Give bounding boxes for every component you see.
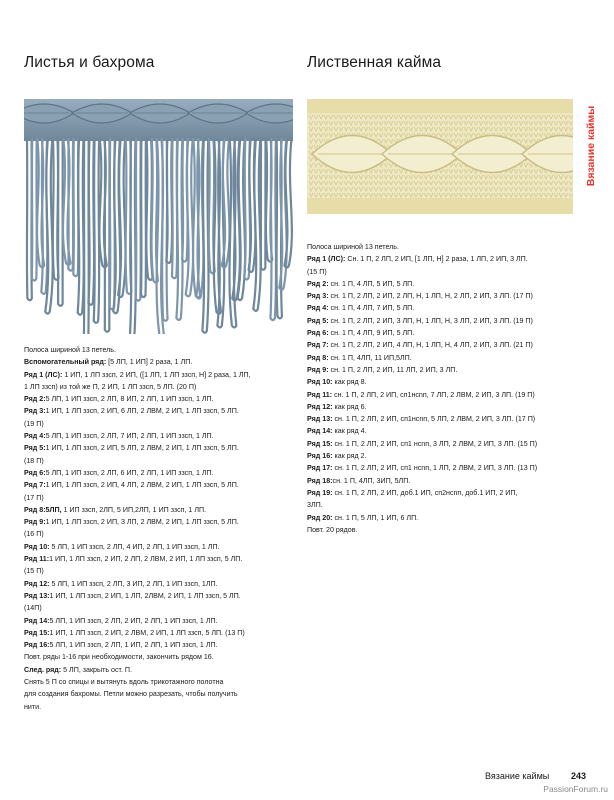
row-label: Ряд 14: xyxy=(24,616,50,625)
instruction-line xyxy=(307,487,537,499)
row-text: 5 ЛП, закрыть ост. П. xyxy=(61,665,132,674)
row-label: Ряд 17: xyxy=(307,464,333,473)
instruction-line xyxy=(24,651,251,663)
row-text: сн. 1 П, 2 ЛП, 2 ИП, 11 ЛП, 2 ИП, 3 ЛП. xyxy=(328,365,458,374)
instruction-line xyxy=(24,664,251,676)
instruction-line xyxy=(24,418,251,430)
instruction-line xyxy=(307,241,537,253)
row-text: 5 ЛП, 1 ИП ззсп, 2 ЛП, 1 ИП, 2 ЛП, 1 ИП ззсп, 1 ЛП. xyxy=(49,641,218,650)
row-text: (19 П) xyxy=(24,419,44,428)
instruction-line xyxy=(24,344,251,356)
row-label: Ряд 16: xyxy=(24,641,50,650)
instruction-line xyxy=(307,512,537,524)
instruction-line xyxy=(24,381,251,393)
row-text: Повт. 20 рядов. xyxy=(307,525,358,534)
row-text: Полоса шириной 13 петель. xyxy=(24,346,116,354)
row-text: 1 ИП ззсп, 2ЛП, 5 ИП,2ЛП, 1 ИП ззсп, 1 ЛП. xyxy=(61,505,207,514)
instruction-line xyxy=(307,524,537,536)
instructions-leaf-border xyxy=(307,241,537,536)
instruction-line xyxy=(307,327,537,339)
row-text: сн. 1 П, 2 ЛП, 2 ИП, 3 ЛП, Н, 1 ЛП, Н, 3 ЛП, 2 ИП, 3 ЛП. (19 П) xyxy=(328,316,533,325)
row-text: сн. 1 П, 2 ЛП, 2 ИП, доб.1 ИП, сп2нсnп, доб.1 ИП, 2 ИП, xyxy=(332,488,518,497)
instruction-line xyxy=(24,430,251,442)
instruction-line xyxy=(24,369,251,381)
row-label: Ряд 3: xyxy=(307,292,329,301)
fringe-loop xyxy=(186,139,193,296)
row-text: как ряд 4. xyxy=(332,427,367,436)
fringe-loop xyxy=(141,139,146,297)
instruction-line xyxy=(24,578,251,590)
fringe-loop xyxy=(166,139,172,263)
instruction-line xyxy=(24,393,251,405)
fringe-loop xyxy=(32,139,37,281)
row-label: Ряд 10: xyxy=(24,542,50,551)
instruction-line xyxy=(307,413,537,425)
row-label: Ряд 16: xyxy=(307,452,333,461)
instruction-line xyxy=(307,290,537,302)
instruction-line xyxy=(24,639,251,651)
photo-cream-leaf-border xyxy=(307,99,573,214)
instruction-line xyxy=(307,462,537,474)
row-text: 3ЛП. xyxy=(307,501,323,510)
instruction-line xyxy=(24,442,251,454)
title-leaf-border: Лиственная кайма xyxy=(307,54,442,71)
instruction-line xyxy=(24,516,251,528)
row-label: Ряд 11: xyxy=(24,555,50,564)
row-text: 1 ИП, 1 ЛП ззсп, 2 ИП, 6 ЛП, 2 ЛВМ, 2 ИП, 1 ЛП ззсп, 5 ЛП. xyxy=(45,407,239,416)
row-text: 1 ИП, 1 ЛП ззсп, 2 ИП, 4 ЛП, 2 ЛВМ, 2 ИП, 1 ЛП ззсп, 5 ЛП. xyxy=(45,481,239,490)
row-text: сн. 1 П, 5 ЛП, 1 ИП, 6 ЛП. xyxy=(332,513,419,522)
instruction-line xyxy=(24,528,251,540)
row-text: 5 ЛП, 1 ИП ззсп, 2 ЛП, 2 ИП, 2 ЛП, 1 ИП ззсп, 1 ЛП. xyxy=(49,616,218,625)
fringe-loop xyxy=(202,139,208,333)
row-label: Ряд 1 (ЛС): xyxy=(24,370,63,379)
instruction-line xyxy=(307,475,537,487)
row-text: (18 П) xyxy=(24,456,44,465)
instruction-line xyxy=(24,615,251,627)
row-label: Ряд 11: xyxy=(307,390,333,399)
row-label: Ряд 5: xyxy=(24,444,46,453)
row-label: Ряд 7: xyxy=(24,481,46,490)
instruction-line xyxy=(307,253,537,265)
instruction-line xyxy=(24,676,251,688)
row-text: 1 ИП, 1 ЛП ззсп, 2 ИП, 3 ЛП, 2 ЛВМ, 2 ИП, 1 ЛП ззсп, 5 ЛП. xyxy=(45,518,239,527)
row-label: Ряд 9: xyxy=(24,518,46,527)
instruction-line xyxy=(24,356,251,368)
row-text: [5 ЛП, 1 ИП] 2 раза, 1 ЛП. xyxy=(106,358,193,367)
fringe-loop xyxy=(130,139,136,334)
row-text: 5 ЛП, 1 ИП ззсп, 2 ЛП, 4 ИП, 2 ЛП, 1 ИП ззсп, 1 ЛП. xyxy=(49,542,220,551)
row-text: нити. xyxy=(24,702,42,711)
instruction-line xyxy=(307,339,537,351)
instruction-line xyxy=(307,352,537,364)
row-label: Ряд 20: xyxy=(307,513,333,522)
instruction-line xyxy=(24,701,251,713)
instructions-leaves-and-fringe xyxy=(24,344,251,713)
row-text: Полоса шириной 13 петель. xyxy=(307,243,399,251)
fringe-loop xyxy=(78,139,84,315)
row-text: (17 П) xyxy=(24,493,44,502)
row-label: Ряд 12: xyxy=(24,579,50,588)
instruction-line xyxy=(24,405,251,417)
fringe-loop xyxy=(270,139,276,320)
row-text: как ряд 6. xyxy=(332,402,367,411)
row-label: Ряд 15: xyxy=(24,628,50,637)
instruction-line xyxy=(24,541,251,553)
row-text: 1 ЛП ззсп) из той же П, 2 ИП, 1 ЛП ззсп, 5 ЛП. (20 П) xyxy=(24,382,197,391)
row-text: (15 П) xyxy=(24,567,44,576)
instruction-line xyxy=(307,438,537,450)
border-top-edge xyxy=(307,99,573,113)
row-text: сн. 1 П, 4 ЛП, 7 ИП, 5 ЛП. xyxy=(328,304,415,313)
row-label: Ряд 6: xyxy=(307,329,329,338)
row-text: 5 ЛП, 1 ИП ззсп, 2 ЛП, 8 ИП, 2 ЛП, 1 ИП ззсп, 1 ЛП. xyxy=(45,395,214,404)
row-text: (16 П) xyxy=(24,530,44,539)
row-text: Снять 5 П со спицы и вытянуть вдоль трикотажного полотна xyxy=(24,678,224,687)
row-label: Ряд 13: xyxy=(307,415,333,424)
instruction-line xyxy=(24,688,251,700)
page-number: 243 xyxy=(571,771,587,781)
row-label: Ряд 14: xyxy=(307,427,333,436)
fringe-loop xyxy=(261,139,266,270)
instruction-line xyxy=(24,504,251,516)
row-text: сн. 1 П, 2 ЛП, 2 ИП, 2 ЛП, Н, 1 ЛП, Н, 2 ЛП, 2 ИП, 3 ЛП. (17 П) xyxy=(328,292,533,301)
row-text: как ряд 2. xyxy=(332,452,367,461)
fringe-illustration xyxy=(24,99,293,334)
row-text: сн. 1 П, 2 ЛП, 2 ИП, 4 ЛП, Н, 1 ЛП, Н, 4 ЛП, 2 ИП, 3 ЛП. (21 П) xyxy=(328,341,533,350)
row-label: Ряд 3: xyxy=(24,407,46,416)
section-side-tab xyxy=(580,98,602,194)
site-watermark: PassionForum.ru xyxy=(543,784,608,794)
row-label: Ряд 6: xyxy=(24,468,46,477)
instruction-line xyxy=(24,565,251,577)
row-text: для создания бахромы. Петли можно разрезать, чтобы получить xyxy=(24,690,238,699)
border-bottom-edge xyxy=(307,198,573,214)
row-text: сн. 1 П, 2 ЛП, 2 ИП, сп1нсnп, 7 ЛП, 2 ЛВМ, 2 ИП, 3 ЛП. (19 П) xyxy=(332,390,535,399)
fringe-loop xyxy=(136,139,141,301)
row-text: как ряд 8. xyxy=(332,378,367,387)
title-leaves-and-fringe: Листья и бахрома xyxy=(24,54,155,71)
row-text: 5 ЛП, 1 ИП ззсп, 2 ЛП, 7 ИП, 2 ЛП, 1 ИП ззсп, 1 ЛП. xyxy=(45,432,214,441)
fringe-loop xyxy=(253,139,260,311)
row-label: Ряд 12: xyxy=(307,402,333,411)
row-text: 1 ИП, 1 ЛП ззсп, 2 ИП, 1 ЛП, 2ЛВМ, 2 ИП, 1 ЛП ззсп, 5 ЛП. xyxy=(49,591,241,600)
row-label: Ряд 9: xyxy=(307,365,329,374)
row-text: (14П) xyxy=(24,604,42,613)
row-text: 5 ЛП, 1 ИП ззсп, 2 ЛП, 6 ИП, 2 ЛП, 1 ИП ззсп, 1 ЛП. xyxy=(45,468,214,477)
instruction-line xyxy=(307,266,537,278)
instruction-line xyxy=(24,492,251,504)
row-label: Ряд 2: xyxy=(24,395,46,404)
instruction-line xyxy=(24,627,251,639)
row-label: Ряд 7: xyxy=(307,341,329,350)
row-label: Ряд 1 (ЛС): xyxy=(307,255,346,264)
row-text: сн. 1 П, 4 ЛП, 9 ИП, 5 ЛП. xyxy=(328,329,415,338)
row-label: Ряд 4: xyxy=(307,304,329,313)
footer-section-label: Вязание каймы xyxy=(485,771,550,781)
instruction-line xyxy=(307,315,537,327)
instruction-line xyxy=(307,499,537,511)
instruction-line xyxy=(307,450,537,462)
row-label: Ряд 10: xyxy=(307,378,333,387)
row-text: 1 ИП, 1 ЛП ззсп, 2 ИП, 2 ЛВМ, 2 ИП, 1 ЛП ззсп, 5 ЛП. (13 П) xyxy=(49,628,245,637)
instruction-line xyxy=(307,389,537,401)
row-text: 1 ИП, 1 ЛП ззсп, 2 ИП, 5 ЛП, 2 ЛВМ, 2 ИП, 1 ЛП ззсп, 5 ЛП. xyxy=(45,444,239,453)
instruction-line xyxy=(307,401,537,413)
row-label: Ряд 8:5ЛП, xyxy=(24,505,62,514)
instruction-line xyxy=(307,376,537,388)
row-label: Ряд 19: xyxy=(307,488,333,497)
row-text: 1 ИП, 1 ЛП ззсп, 2 ИП, 2 ЛП, 2 ЛВМ, 2 ИП, 1 ЛП ззсп, 5 ЛП. xyxy=(49,555,243,564)
row-label: Ряд 13: xyxy=(24,591,50,600)
fringe-strands xyxy=(27,139,292,334)
row-text: 1 ИП, 1 ЛП ззсп, 2 ИП, ([1 ЛП, 1 ЛП ззсп, Н] 2 раза, 1 ЛП, xyxy=(62,370,251,379)
row-label: Вспомогательный ряд: xyxy=(24,358,107,367)
row-label: Ряд 15: xyxy=(307,439,333,448)
row-label: Ряд 4: xyxy=(24,432,46,441)
row-text: 5 ЛП, 1 ИП ззсп, 2 ЛП, 3 ИП, 2 ЛП, 1 ИП ззсп, 1ЛП. xyxy=(49,579,218,588)
instruction-line xyxy=(24,590,251,602)
fringe-loop xyxy=(284,139,291,268)
row-text: сн. 1 П, 4ЛП, 3ИП, 5ЛП. xyxy=(332,476,411,485)
fringe-loop xyxy=(68,139,73,271)
row-label: Ряд 18: xyxy=(307,476,333,485)
row-label: Ряд 8: xyxy=(307,353,329,362)
row-text: Повт. ряды 1-16 при необходимости, закончить рядом 16. xyxy=(24,653,214,662)
section-side-tab-label: Вязание каймы xyxy=(585,105,597,187)
instruction-line xyxy=(24,479,251,491)
row-label: Ряд 5: xyxy=(307,316,329,325)
row-text: сн. 1 П, 2 ЛП, 2 ИП, сп1нсnп, 5 ЛП, 2 ЛВМ, 2 ИП, 3 ЛП. (17 П) xyxy=(332,415,536,424)
row-label: След. ряд: xyxy=(24,665,62,674)
instruction-line xyxy=(307,364,537,376)
photo-blue-leaf-fringe xyxy=(24,99,293,334)
instruction-line xyxy=(24,455,251,467)
instruction-line xyxy=(307,425,537,437)
row-text: сн. 1 П, 4ЛП, 11 ИП,5ЛП. xyxy=(328,353,412,362)
instruction-line xyxy=(24,553,251,565)
instruction-line xyxy=(307,278,537,290)
row-text: сн. 1 П, 2 ЛП, 2 ИП, сп1 нсnп, 3 ЛП, 2 ЛВМ, 2 ИП, 3 ЛП. (15 П) xyxy=(332,439,538,448)
row-text: сн. 1 П, 4 ЛП, 5 ИП, 5 ЛП. xyxy=(328,279,415,288)
row-label: Ряд 2: xyxy=(307,279,329,288)
row-text: сн. 1 П, 2 ЛП, 2 ИП, сп1 нсnп, 1 ЛП, 2 ЛВМ, 2 ИП, 3 ЛП. (13 П) xyxy=(332,464,538,473)
leaf-border-illustration xyxy=(307,99,573,214)
row-text: Сн. 1 П, 2 ЛП, 2 ИП, [1 ЛП, Н] 2 раза, 1 ЛП, 2 ИП, 3 ЛП. xyxy=(345,255,528,264)
instruction-line xyxy=(24,467,251,479)
instruction-line xyxy=(307,302,537,314)
instruction-line xyxy=(24,602,251,614)
row-text: (15 П) xyxy=(307,267,327,276)
